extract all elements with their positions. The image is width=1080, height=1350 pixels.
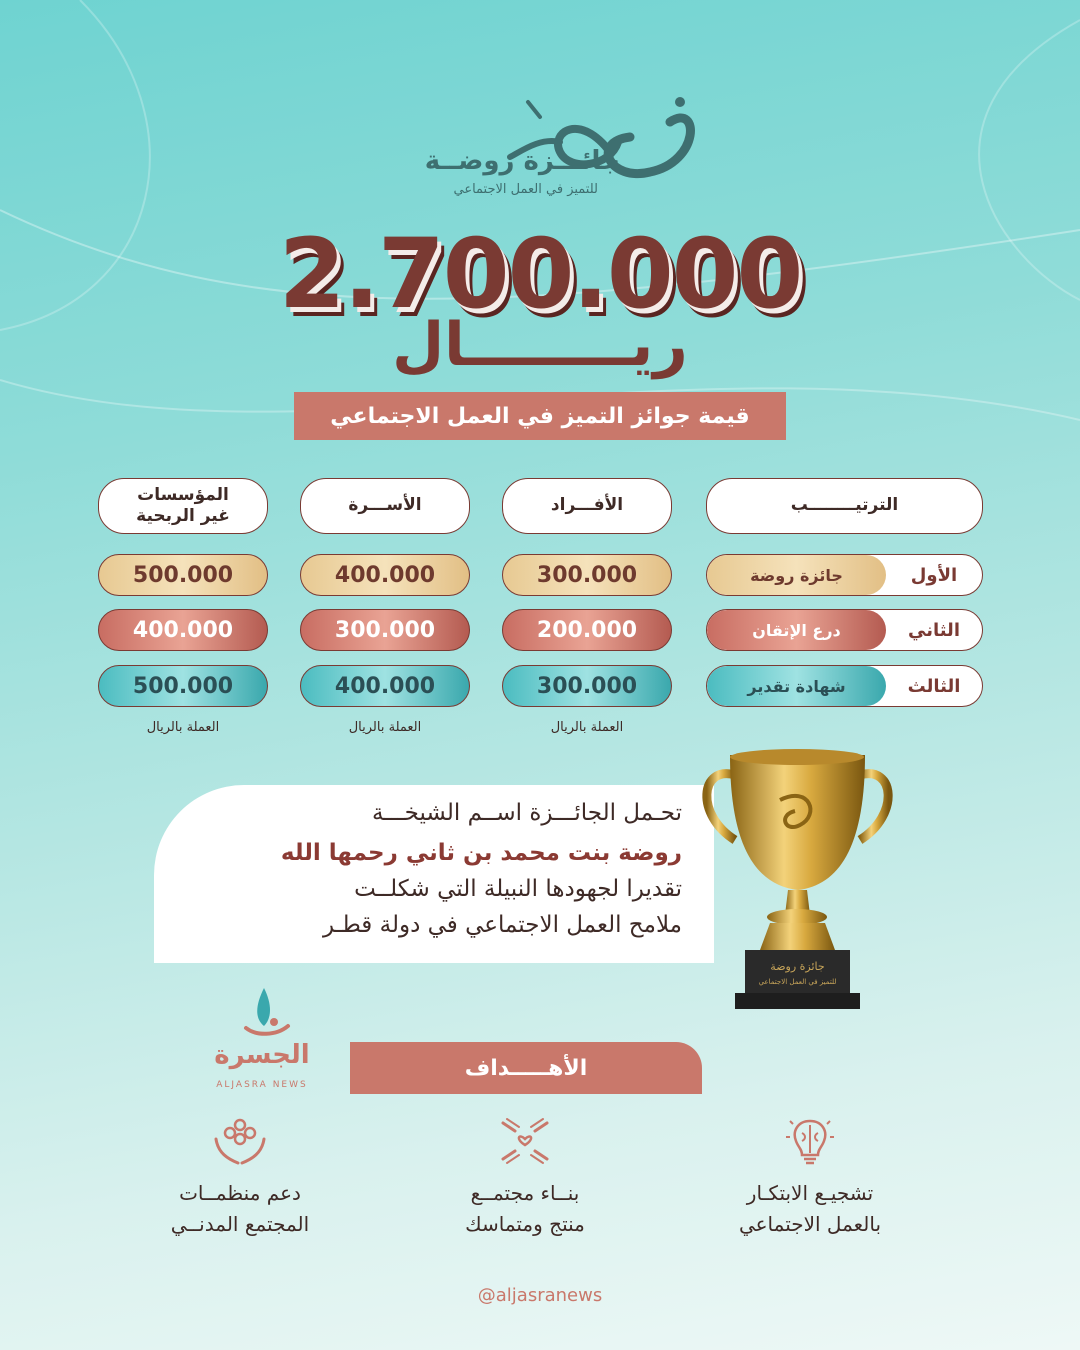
- hands-heart-icon: [497, 1113, 553, 1169]
- social-handle[interactable]: @aljasranews: [477, 1285, 603, 1306]
- awards-value-banner: قيمة جوائز التميز في العمل الاجتماعي: [294, 392, 786, 440]
- goal-line: تشجيـع الابتكـار: [746, 1181, 874, 1205]
- value-nonprofits-second: 400.000: [98, 609, 268, 651]
- rank-first: [706, 554, 983, 596]
- value-nonprofits-first: 500.000: [98, 554, 268, 596]
- people-hands-icon: [212, 1113, 268, 1169]
- value-individuals-first: 300.000: [502, 554, 672, 596]
- header-rank: الترتيــــــــب: [706, 478, 983, 534]
- aljasra-logo-icon: [236, 986, 292, 1038]
- goal-line: بنــاء مجتمــع: [470, 1181, 580, 1205]
- rank-label: الثالث: [907, 675, 961, 697]
- brain-idea-icon: [782, 1113, 838, 1169]
- value-family-third: 400.000: [300, 665, 470, 707]
- header-nonprofits: المؤسسات غير الربحية: [98, 478, 268, 534]
- currency-note: العملة بالريال: [550, 720, 624, 735]
- quote-line: تقديرا لجهودها النبيلة التي شكلــت: [354, 876, 682, 902]
- goal-line: منتج ومتماسك: [465, 1212, 585, 1236]
- rank-label: الأول: [910, 564, 958, 586]
- value-individuals-second: 200.000: [502, 609, 672, 651]
- prize-name: درع الإتقان: [707, 610, 886, 650]
- header-family: الأســـرة: [300, 478, 470, 534]
- goal-line: بالعمل الاجتماعي: [738, 1212, 882, 1236]
- trophy-plate-name: جائزة روضة: [770, 960, 825, 973]
- aljasra-name: الجسرة: [214, 1040, 310, 1070]
- logo-subtitle: للتميز في العمل الاجتماعي: [453, 182, 598, 197]
- value-family-second: 300.000: [300, 609, 470, 651]
- goals-banner: الأهـــــداف: [350, 1042, 702, 1094]
- rank-label: الثاني: [907, 619, 960, 641]
- currency-label: ريــــــــال: [392, 310, 688, 380]
- value-nonprofits-third: 500.000: [98, 665, 268, 707]
- rank-second: [706, 609, 983, 651]
- value-family-first: 400.000: [300, 554, 470, 596]
- trophy-plate-subtitle: للتميز في العمل الاجتماعي: [758, 978, 837, 986]
- goal-text: [700, 1178, 920, 1240]
- goal-line: دعم منظمــات: [179, 1181, 301, 1205]
- rank-third: [706, 665, 983, 707]
- currency-note: العملة بالريال: [146, 720, 220, 735]
- quote-line: ملامح العمل الاجتماعي في دولة قطـر: [323, 912, 682, 938]
- quote-line: تحـمل الجائـــزة اســم الشيخـــة: [372, 800, 682, 826]
- currency-note: العملة بالريال: [348, 720, 422, 735]
- logo-award-name: جائـــزة روضــة: [424, 146, 620, 176]
- prize-name: شهادة تقدير: [707, 666, 886, 706]
- value-individuals-third: 300.000: [502, 665, 672, 707]
- header-individuals: الأفـــراد: [502, 478, 672, 534]
- goal-text: [420, 1178, 630, 1240]
- quote-line-highlight: روضة بنت محمد بن ثاني رحمها الله: [280, 840, 682, 866]
- prize-name: جائزة روضة: [707, 555, 886, 595]
- aljasra-name-en: ALJASRA NEWS: [216, 1080, 308, 1090]
- goal-text: [140, 1178, 340, 1240]
- total-amount: 2.700.000: [278, 218, 802, 330]
- goal-line: المجتمع المدنــي: [170, 1212, 310, 1236]
